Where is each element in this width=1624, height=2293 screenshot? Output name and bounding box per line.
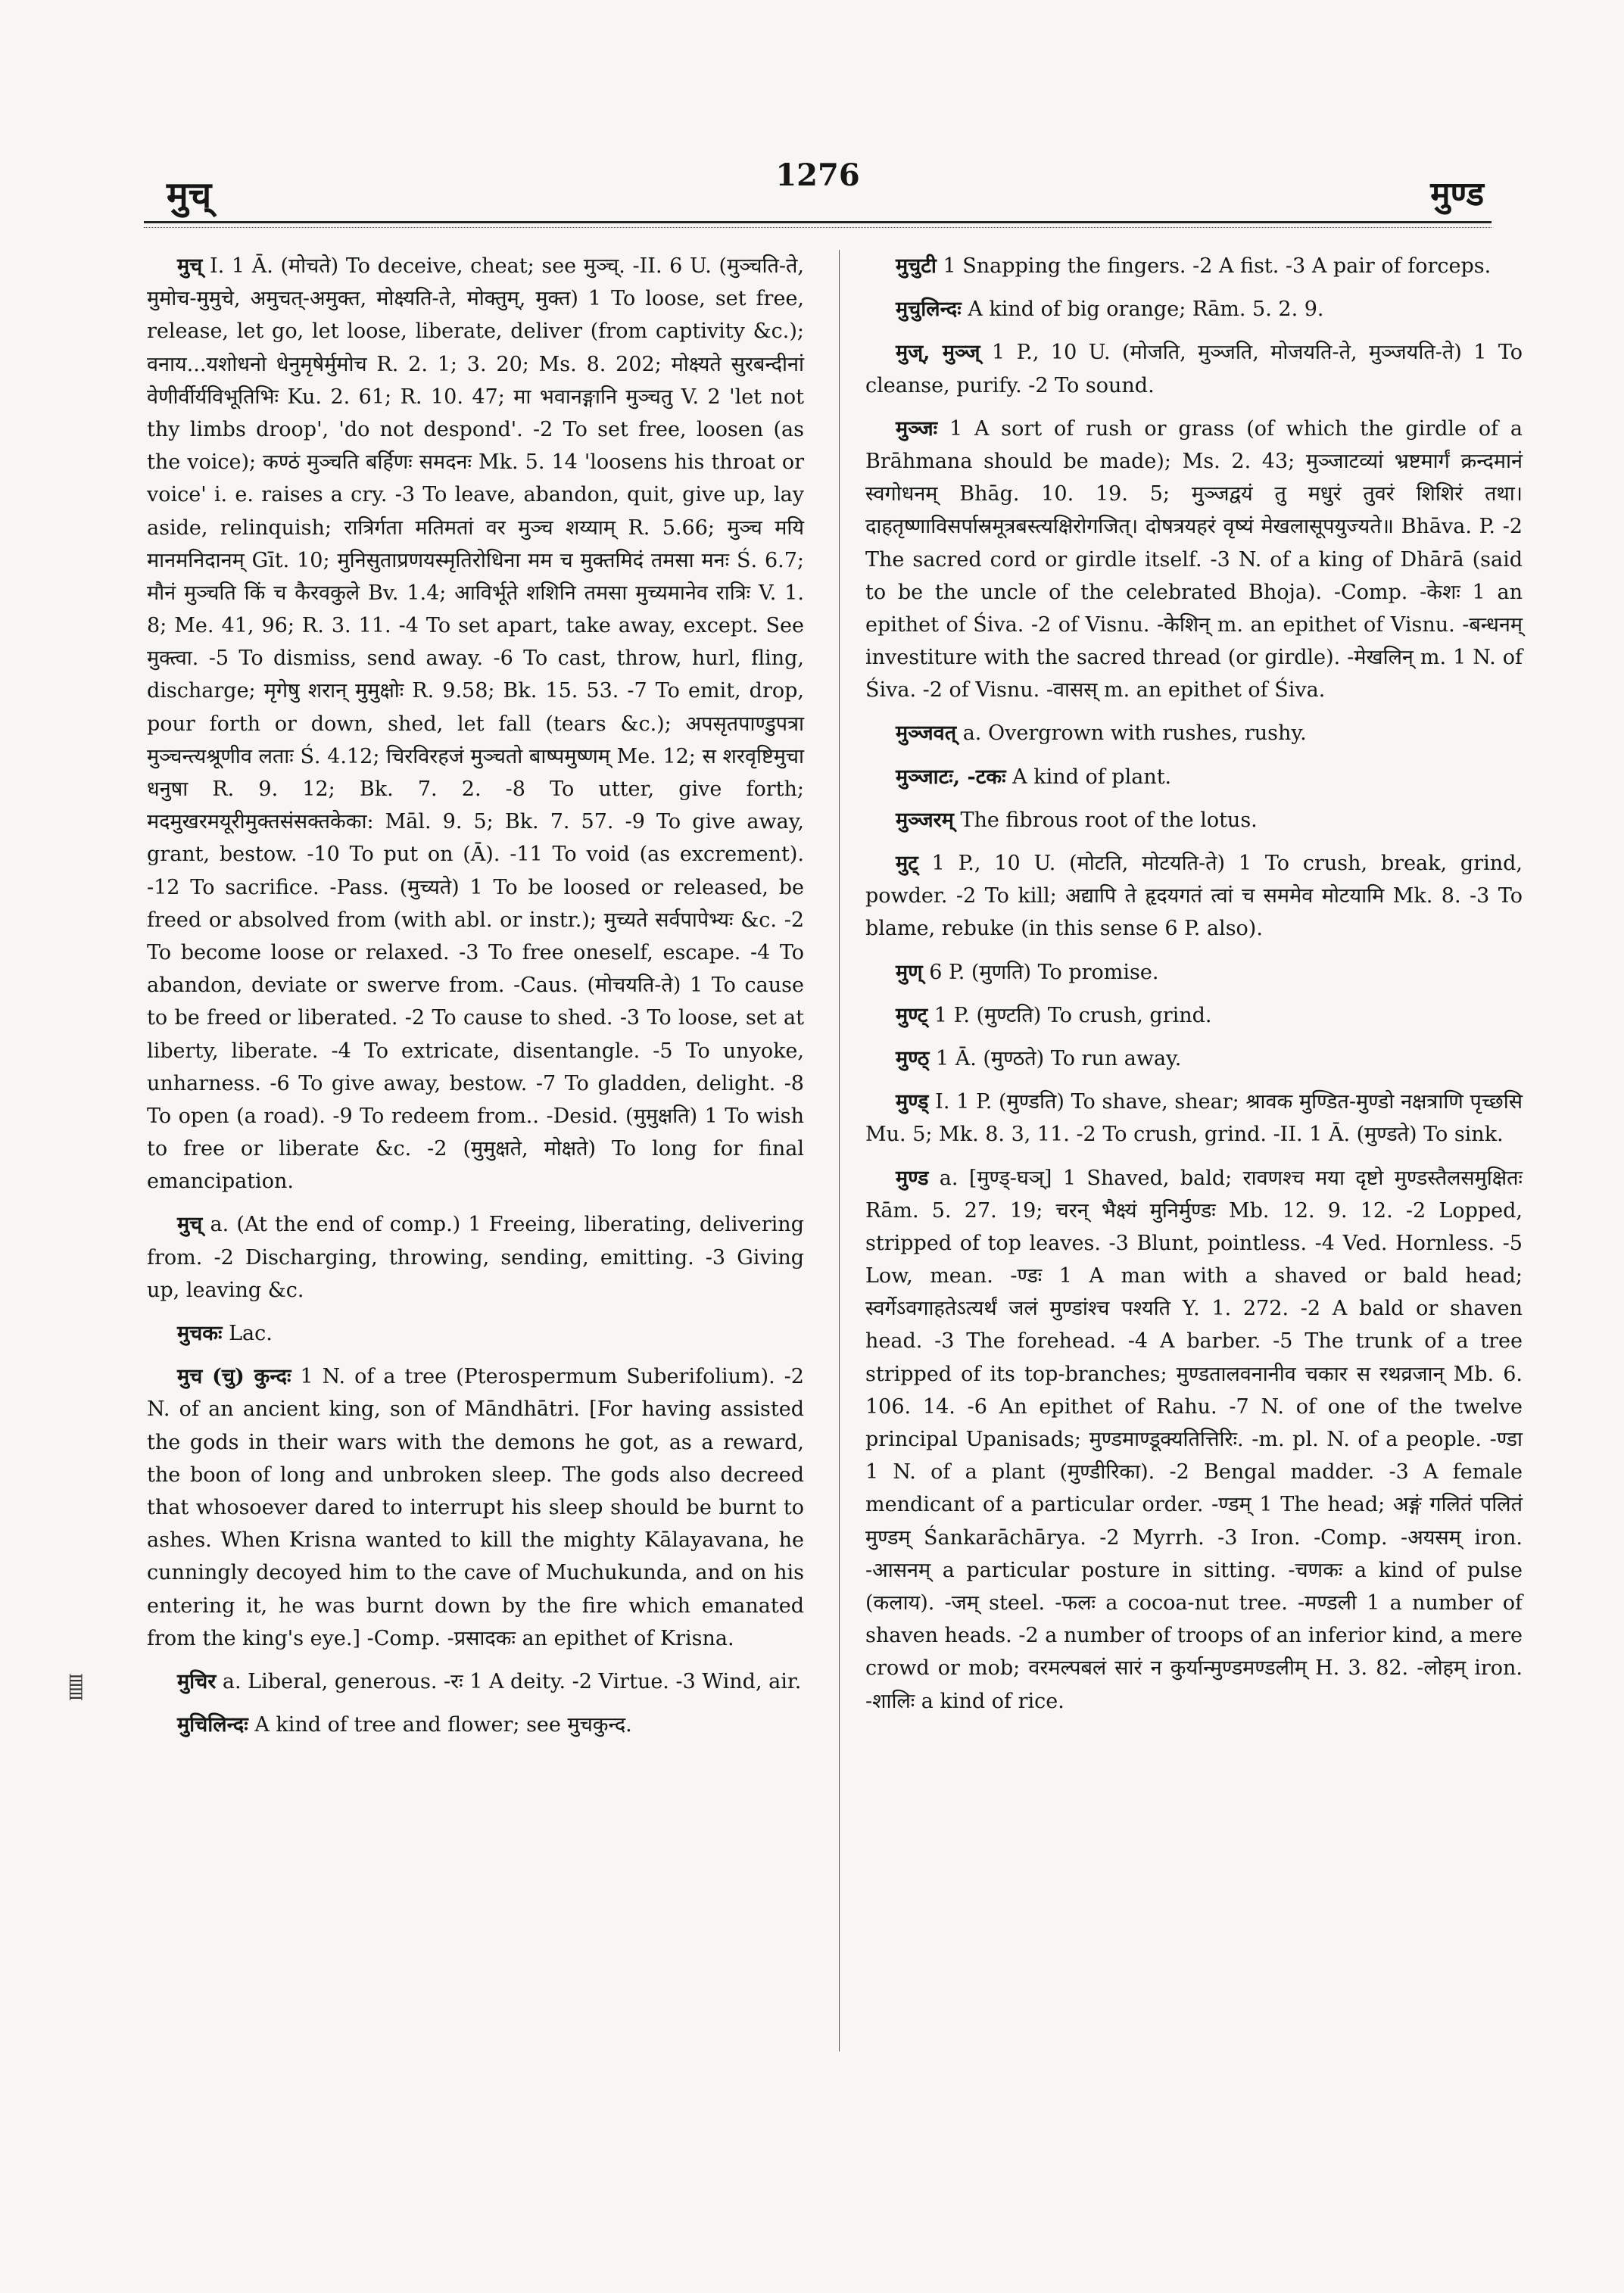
dictionary-entry [865, 336, 1523, 401]
entry-text: A kind of plant. [1012, 765, 1172, 789]
dictionary-entry [147, 1665, 804, 1698]
header-rule [144, 221, 1492, 223]
entry-headword: मुच् [177, 254, 203, 278]
page-header [151, 157, 1484, 218]
column-divider [839, 250, 840, 2052]
dictionary-entry [147, 1317, 804, 1350]
header-dotted-rule [144, 227, 1492, 228]
left-column [147, 250, 804, 1752]
entry-text: a. (At the end of comp.) 1 Freeing, liberating, delivering from. -2 Discharging, throwing, sending, emitting. -3 Giving up, leaving &c. [147, 1213, 804, 1302]
entry-text: A kind of tree and flower; see मुचकुन्द. [254, 1713, 632, 1737]
entry-text: The fibrous root of the lotus. [960, 808, 1258, 832]
entry-headword: मुचिर [177, 1669, 217, 1693]
entry-headword: मुण्ट् [896, 1003, 928, 1027]
entry-text: A kind of big orange; Rām. 5. 2. 9. [968, 298, 1324, 322]
dictionary-entry [147, 1709, 804, 1741]
dictionary-entry [865, 956, 1523, 989]
header-right-guide-word: मुण्ड [1430, 175, 1484, 213]
entry-text: 1 P., 10 U. (मोजति, मुञ्जति, मोजयति-ते, मुञ्जयति-ते) 1 To cleanse, purify. -2 To sound. [865, 341, 1523, 397]
entry-headword: मुच् [177, 1213, 203, 1237]
dictionary-entry [865, 293, 1523, 326]
entry-text: I. 1 Ā. (मोचते) To deceive, cheat; see मुञ्च्. -II. 6 U. (मुञ्चति-ते, मुमोच-मुमुचे, अमुचत्-अमुक्त, मोक्ष्यति-ते, मोक्तुम्, मुक्त) 1 To loose, set free, release, let go, let loose, liberate, deliver (from captivity &c.); वनाय...यशोधनो धेनुमृषेर्मुमोच R. 2. 1; 3. 20; Ms. 8. 202; मोक्ष्यते सुरबन्दीनां वेणीर्वीर्यविभूतिभिः Ku. 2. 61; R. 10. 47; मा भवानङ्गानि मुञ्चतु V. 2 'let not thy limbs droop', 'do not despond'. -2 To set free, loosen (as the voice); कण्ठं मुञ्चति बर्हिणः समदनः Mk. 5. 14 'loosens his throat or voice' i. e. raises a cry. -3 To leave, abandon, quit, give up, lay aside, relinquish; रात्रिर्गता मतिमतां वर मुञ्च शय्याम् R. 5.66; मुञ्च मयि मानमनिदानम् Gīt. 10; मुनिसुताप्रणयस्मृतिरोधिना मम च मुक्तमिदं तमसा मनः Ś. 6.7; मौनं मुञ्चति किं च कैरवकुले Bv. 1.4; आविर्भूते शशिनि तमसा मुच्यमानेव रात्रिः V. 1. 8; Me. 41, 96; R. 3. 11. -4 To set apart, take away, except. See मुक्त्वा. -5 To dismiss, send away. -6 To cast, throw, hurl, fling, discharge; मृगेषु शरान् मुमुक्षोः R. 9.58; Bk. 15. 53. -7 To emit, drop, pour forth or down, shed, let fall (tears &c.); अपसृतपाण्डुपत्रा मुञ्चन्त्यश्रूणीव लताः Ś. 4.12; चिरविरहजं मुञ्चतो बाष्पमुष्णम् Me. 12; स शरवृष्टिमुचा धनुषा R. 9. 12; Bk. 7. 2. -8 To utter, give forth; मदमुखरमयूरीमुक्तसंसक्तकेका: Māl. 9. 5; Bk. 7. 57. -9 To give away, grant, bestow. -10 To put on (Ā). -11 To void (as excrement). -12 To sacrifice. -Pass. (मुच्यते) 1 To be loosed or released, be freed or absolved from (with abl. or instr.); मुच्यते सर्वपापेभ्यः &c. -2 To become loose or relaxed. -3 To free oneself, escape. -4 To abandon, deviate or swerve from. -Caus. (मोचयति-ते) 1 To cause to be freed or liberated. -2 To cause to shed. -3 To loose, set at liberty, liberate. -4 To extricate, disentangle. -5 To unyoke, unharness. -6 To give away, bestow. -7 To gladden, delight. -8 To open (a road). -9 To redeem from.. -Desid. (मुमुक्षति) 1 To wish to free or liberate &c. -2 (मुमुक्षते, मोक्षते) To long for final emancipation. [147, 254, 804, 1194]
dictionary-entry [865, 250, 1523, 282]
dictionary-entry [147, 1360, 804, 1655]
entry-headword: मुण् [896, 960, 923, 984]
entry-headword: मुञ्जाटः, -टकः [896, 765, 1006, 789]
entry-headword: मुचुलिन्दः [896, 298, 962, 322]
page-number: 1276 [775, 157, 860, 193]
dictionary-entry [147, 1208, 804, 1307]
entry-headword: मुचकः [177, 1322, 223, 1345]
entry-text: I. 1 P. (मुण्डति) To shave, shear; श्रावक मुण्डित-मुण्डो नक्षत्राणि पृच्छसि Mu. 5; Mk. 8. 3, 11. -2 To crush, grind. -II. 1 Ā. (मुण्डते) To sink. [865, 1090, 1523, 1147]
dictionary-entry [865, 413, 1523, 707]
dictionary-entry [865, 1086, 1523, 1151]
entry-headword: मुञ्जवत् [896, 721, 957, 746]
entry-text: 1 P. (मुण्टति) To crush, grind. [934, 1003, 1212, 1027]
entry-headword: मुचुटी [896, 254, 937, 278]
entry-text: 6 P. (मुणति) To promise. [929, 960, 1159, 984]
entry-headword: मुण्ड [896, 1166, 929, 1190]
entry-text: 1 A sort of rush or grass (of which the girdle of a Brāhmana should be made); Ms. 2. 43; मुञ्जाटव्यां भ्रष्टमार्गं क्रन्दमानं स्वगोधनम् Bhāg. 10. 19. 5; मुञ्जद्वयं तु मधुरं तुवरं शिशिरं तथा। दाहतृष्णाविसर्पास्रमूत्रबस्त्यक्षिरोगजित्। दोषत्रयहरं वृष्यं मेखलासूपयुज्यते॥ Bhāva. P. -2 The sacred cord or girdle itself. -3 N. of a king of Dhārā (said to be the uncle of the celebrated Bhoja). -Comp. -केशः 1 an epithet of Śiva. -2 of Visnu. -केशिन् m. an epithet of Visnu. -बन्धनम् investiture with the sacred thread (or girdle). -मेखलिन् m. 1 N. of Śiva. -2 of Visnu. -वासस् m. an epithet of Śiva. [865, 416, 1523, 703]
dictionary-entry [865, 1162, 1523, 1718]
gutter-mark: IIIIII [65, 1673, 84, 1699]
entry-text: 1 N. of a tree (Pterospermum Suberifolium). -2 N. of an ancient king, son of Māndhātri. [For having assisted the gods in their wars with the demons he got, as a reward, the boon of long and unbroken sleep. The gods also decreed that whosoever dared to interrupt his sleep should be burnt to ashes. When Krisna wanted to kill the mighty Kālayavana, he cunningly decoyed him to the cave of Muchukunda, and on his entering it, he was burnt down by the fire which emanated from the king's eye.] -Comp. -प्रसादकः an epithet of Krisna. [147, 1365, 804, 1650]
header-left-guide-word: मुच् [167, 174, 212, 217]
entry-text: Lac. [229, 1322, 273, 1345]
dictionary-entry [865, 804, 1523, 837]
right-column [865, 250, 1523, 1728]
dictionary-entry [865, 1042, 1523, 1075]
dictionary-entry [865, 717, 1523, 749]
entry-headword: मुज्, मुञ्ज् [896, 341, 980, 365]
dictionary-entry [147, 250, 804, 1198]
dictionary-entry [865, 999, 1523, 1032]
dictionary-entry [865, 761, 1523, 793]
entry-headword: मुञ्जरम् [896, 808, 954, 832]
entry-headword: मुच (चु) कुन्दः [177, 1365, 291, 1389]
dictionary-entry [865, 847, 1523, 946]
entry-text: a. Overgrown with rushes, rushy. [962, 721, 1307, 746]
entry-text: 1 Snapping the fingers. -2 A fist. -3 A pair of forceps. [943, 254, 1492, 278]
entry-text: 1 P., 10 U. (मोटति, मोटयति-ते) 1 To crush, break, grind, powder. -2 To kill; अद्यापि ते हृदयगतं त्वां च सममेव मोटयामि Mk. 8. -3 To blame, rebuke (in this sense 6 P. also). [865, 852, 1523, 941]
entry-text: a. Liberal, generous. -रः 1 A deity. -2 Virtue. -3 Wind, air. [222, 1669, 802, 1693]
entry-headword: मुञ्जः [896, 416, 938, 441]
entry-text: a. [मुण्ड्-घञ्] 1 Shaved, bald; रावणश्च मया दृष्टो मुण्डस्तैलसमुक्षितः Rām. 5. 27. 19; चरन् भैक्ष्यं मुनिर्मुण्डः Mb. 12. 9. 12. -2 Lopped, stripped of top leaves. -3 Blunt, pointless. -4 Ved. Hornless. -5 Low, mean. -ण्डः 1 A man with a shaved or bald head; स्वर्गेऽवगाहतेऽत्यर्थं जलं मुण्डांश्च पश्यति Y. 1. 272. -2 A bald or shaven head. -3 The forehead. -4 A barber. -5 The trunk of a tree stripped of its top-branches; मुण्डतालवनानीव चकार स रथव्रजान् Mb. 6. 106. 14. -6 An epithet of Rahu. -7 N. of one of the twelve principal Upanisads; मुण्डमाण्डूक्यतित्तिरिः. -m. pl. N. of a people. -ण्डा 1 N. of a plant (मुण्डीरिका). -2 Bengal madder. -3 A female mendicant of a particular order. -ण्डम् 1 The head; अङ्गं गलितं पलितं मुण्डम् Śankarāchārya. -2 Myrrh. -3 Iron. -Comp. -अयसम् iron. -आसनम् a particular posture in sitting. -चणकः a kind of pulse (कलाय). -जम् steel. -फलः a cocoa-nut tree. -मण्डली 1 a number of shaven heads. -2 a number of troops of an inferior kind, a mere crowd or mob; वरमल्पबलं सारं न कुर्यान्मुण्डमण्डलीम् H. 3. 82. -लोहम् iron. -शालिः a kind of rice. [865, 1166, 1523, 1713]
entry-headword: मुट् [896, 852, 918, 875]
entry-headword: मुचिलिन्दः [177, 1713, 248, 1737]
entry-text: 1 Ā. (मुण्ठते) To run away. [935, 1046, 1182, 1070]
entry-headword: मुण्ड् [896, 1090, 929, 1114]
entry-headword: मुण्ठ् [896, 1046, 930, 1070]
